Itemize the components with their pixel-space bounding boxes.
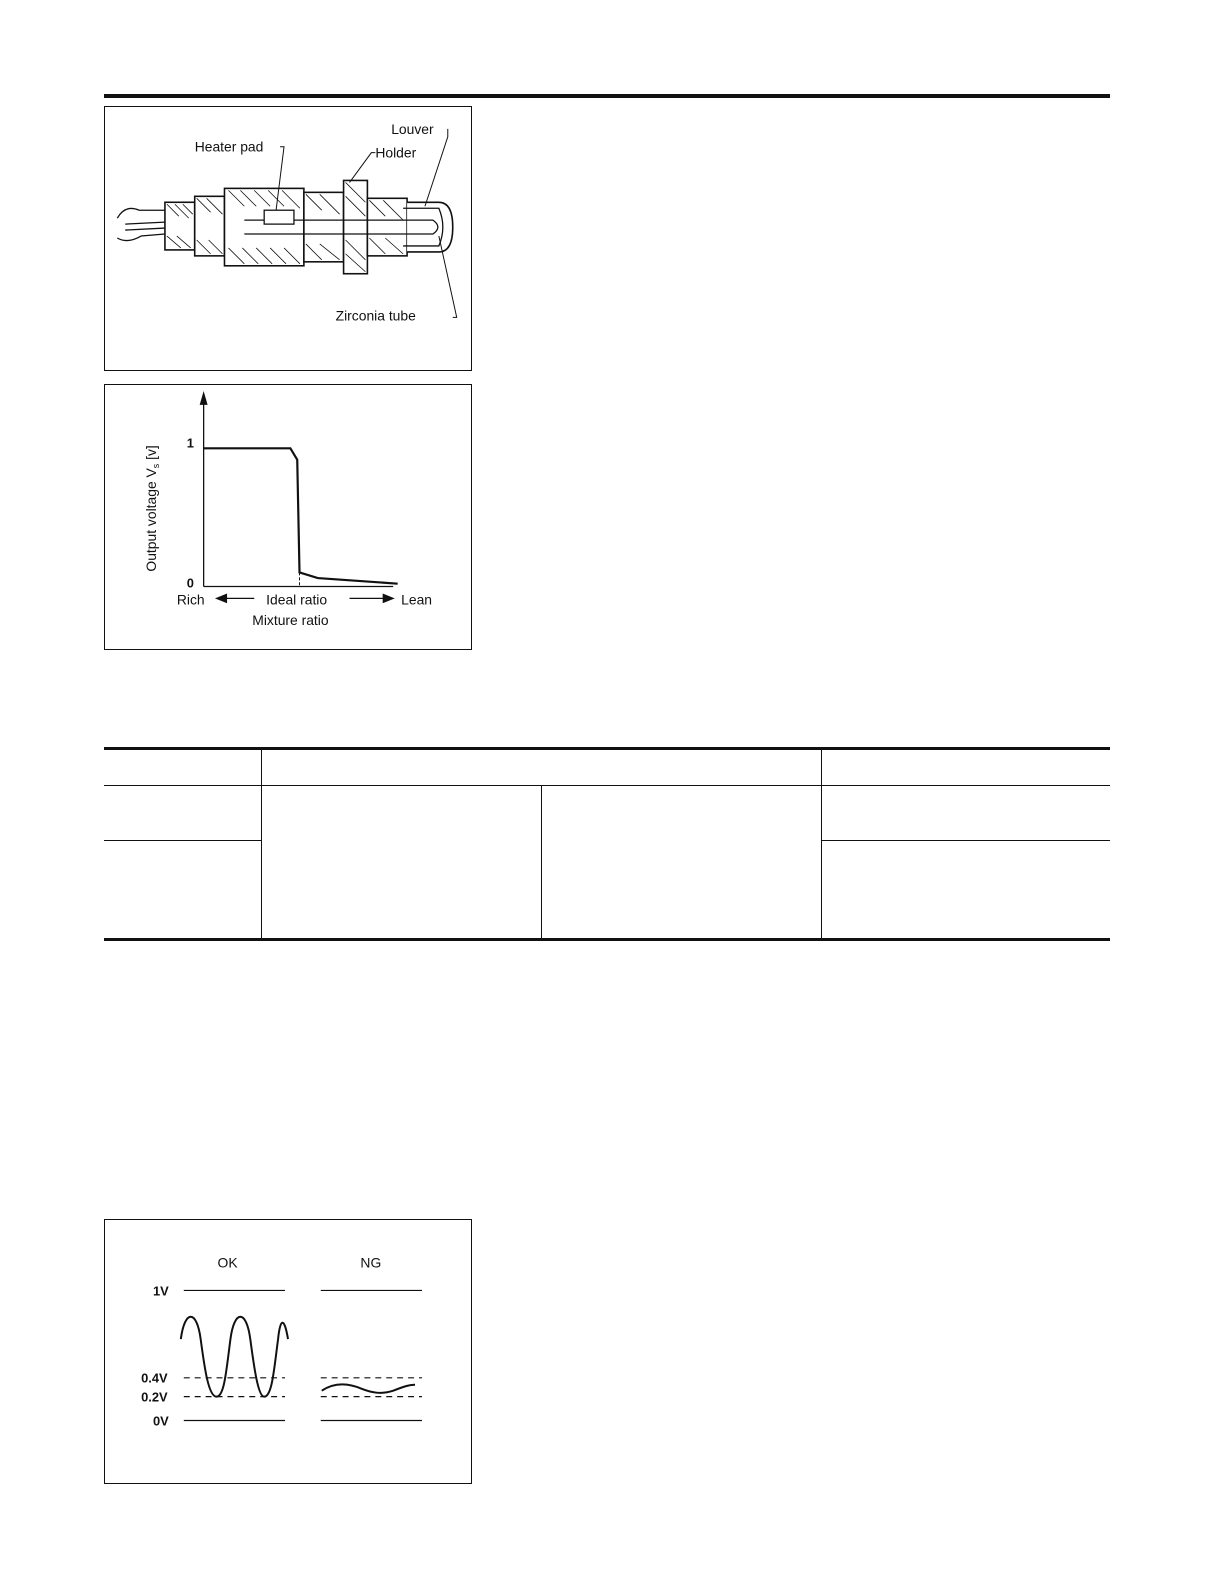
y-tick-1: 1 — [186, 435, 194, 451]
ok-waveform — [181, 1317, 288, 1397]
level-04v-label: 0.4V — [141, 1370, 168, 1386]
x-axis-label: Mixture ratio — [252, 612, 329, 629]
holder-label: Holder — [375, 144, 417, 161]
ng-waveform — [322, 1384, 415, 1392]
ok-label: OK — [217, 1254, 238, 1271]
y-tick-0: 0 — [186, 575, 194, 591]
rich-arrow — [217, 594, 255, 602]
page-top-rule — [104, 94, 1110, 98]
sensor-cross-section-drawing — [105, 107, 471, 370]
output-voltage-chart — [104, 384, 472, 650]
sensor-cross-section-figure — [104, 106, 472, 371]
lean-label: Lean — [401, 591, 433, 608]
output-voltage-series-line — [204, 448, 398, 583]
ok-ng-waveform-svg — [105, 1220, 471, 1483]
ng-label: NG — [360, 1254, 382, 1271]
heater-pad-label: Heater pad — [194, 138, 264, 155]
table-col-rule-1 — [261, 747, 262, 939]
table-col-rule-2 — [541, 785, 542, 939]
table-row-rule-left — [104, 840, 262, 841]
table-col-rule-3 — [821, 747, 822, 939]
ok-ng-waveform-figure — [104, 1219, 472, 1484]
y-axis-label: Output voltage $V_s$ [v] — [143, 445, 161, 572]
sensor-wires — [117, 208, 165, 240]
rich-label: Rich — [176, 591, 205, 608]
reference-lines — [184, 1290, 422, 1420]
table-bottom-rule — [104, 938, 1110, 941]
spec-table — [104, 747, 1110, 942]
louver-label: Louver — [391, 120, 434, 137]
sensor-body — [165, 180, 453, 273]
level-02v-label: 0.2V — [141, 1389, 168, 1405]
lean-arrow — [350, 594, 394, 602]
ideal-ratio-label: Ideal ratio — [266, 591, 328, 608]
level-0v-label: 0V — [153, 1413, 169, 1429]
output-voltage-chart-svg — [105, 385, 471, 649]
table-top-rule — [104, 747, 1110, 750]
level-1v-label: 1V — [153, 1283, 169, 1299]
table-row-rule-right — [821, 840, 1110, 841]
y-axis-arrow — [200, 391, 208, 405]
zirconia-tube-label: Zirconia tube — [335, 307, 416, 324]
table-header-rule — [104, 785, 1110, 786]
